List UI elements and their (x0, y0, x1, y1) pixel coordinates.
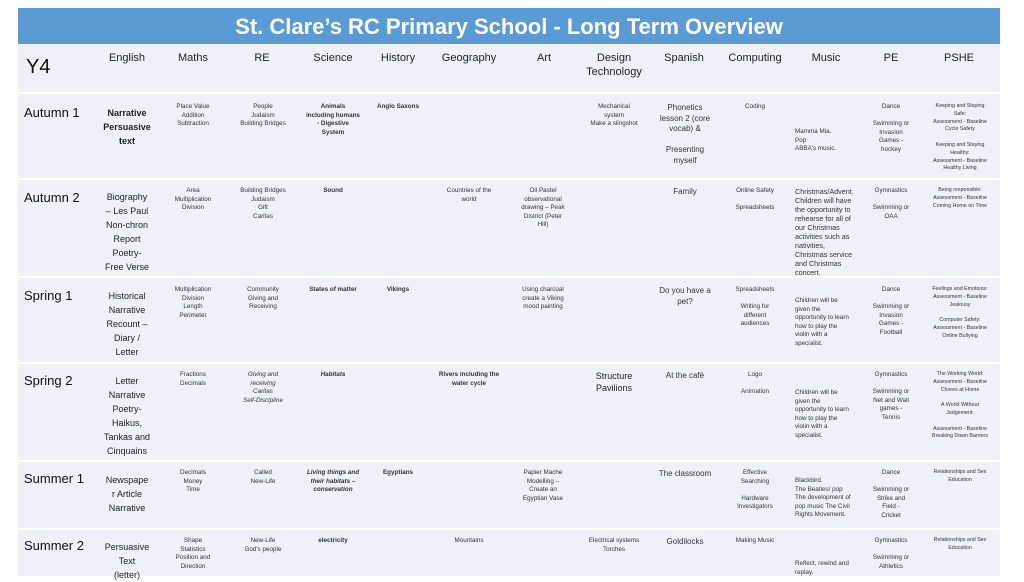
header-science: Science (313, 52, 353, 64)
cell-computing: Online Safety Spreadsheets (735, 187, 775, 212)
term-spring-1: Spring 1 (24, 288, 73, 303)
header-pe: PE (883, 52, 899, 64)
cell-computing: Coding (745, 103, 765, 110)
cell-science: States of matter (309, 286, 357, 293)
cell-computing: Logo Animation (740, 371, 769, 396)
cell-pe: Dance Swimming or Invasion Games - hockey (872, 103, 910, 153)
cell-pshe: Relationships and Sex Education (933, 469, 987, 483)
header-design-technology: Design Technology (586, 52, 642, 78)
header-maths: Maths (178, 52, 208, 64)
cell-pshe: The Working World: Assessment - Baseline Chores at Home A World Without Judgement: Assessment - Baseline Breaking Down Barriers (932, 371, 988, 440)
cell-maths: Multiplication Division Length Perimeter (174, 286, 212, 319)
header-pshe: PSHE (944, 52, 974, 64)
term-summer-2: Summer 2 (24, 538, 84, 553)
header-re: RE (254, 52, 270, 64)
header-computing: Computing (728, 52, 782, 64)
cell-english: Newspape r Article Narrative (105, 475, 149, 513)
cell-art: Oil Pastel observational drawing – Peak District (Peter Hill) (521, 187, 565, 229)
cell-dt: Mechanical system Make a slingshot (590, 103, 638, 128)
cell-geography: Rivers including the water cycle (438, 371, 500, 387)
term-autumn-2: Autumn 2 (24, 190, 80, 205)
cell-history: Anglo Saxons (377, 103, 419, 110)
cell-spanish: Phonetics lesson 2 (core vocab) & Presenting myself (659, 103, 711, 165)
year-label: Y4 (26, 56, 51, 78)
cell-spanish: The classroom (658, 469, 712, 478)
cell-spanish: Goldilocks (666, 537, 704, 546)
cell-dt: Electrical systems Torches (588, 537, 640, 553)
cell-music: Mamma Mia. Pop ABBA's music. (795, 128, 837, 153)
cell-music: Christmas/Advent. Children will have the opportunity to rehearse for all of our Christmas activities such as nativities, Christmas service and Christmas concert. (795, 187, 854, 277)
cell-science: electricity (318, 537, 348, 544)
cell-pe: Dance Swimming or Invasion Games - Football (872, 286, 910, 336)
cell-pe: Gymnastics Swimming or Athletics (872, 537, 910, 570)
cell-music: Reflect, rewind and replay. (795, 560, 849, 576)
cell-computing: Making Music (735, 537, 775, 544)
cell-english: Letter Narrative Poetry- Haikus, Tankas and Cinquains (103, 376, 151, 456)
cell-maths: Area Multiplication Division (174, 187, 212, 212)
cell-maths: Shape Statistics Position and Direction (175, 537, 211, 570)
cell-geography: Mountains (454, 537, 484, 544)
cell-pe: Gymnastics Swimming or OAA (872, 187, 910, 220)
header-history: History (380, 52, 416, 64)
cell-pshe: Relationships and Sex Education (933, 537, 987, 551)
cell-re: Community Giving and Receiving (247, 286, 279, 311)
cell-history: Egyptians (382, 469, 414, 476)
cell-maths: Place Value Addition Subtraction (176, 103, 210, 128)
cell-re: People Judaism Building Bridges (240, 103, 286, 128)
cell-geography: Countries of the world (446, 187, 492, 203)
cell-dt: Structure Pavilions (595, 371, 633, 393)
cell-music: Children will be given the opportunity to learn how to play the violin with a specialist. (795, 389, 849, 439)
cell-re: Building Bridges Judaism Gift Caritas (240, 187, 286, 220)
cell-pshe: Feelings and Emotions: Assessment - Baseline Jealousy Computer Safety: Assessment - Baseline Online Bullying (932, 286, 988, 339)
header-geography: Geography (441, 52, 497, 64)
cell-maths: Fractions Decimals (180, 371, 206, 387)
cell-re: Called New-Life (250, 469, 276, 485)
header-art: Art (536, 52, 552, 64)
cell-art: Using charcoal create a Viking mood painting (522, 286, 564, 311)
cell-pshe: Keeping and Staying Safe: Assessment - Baseline Cycle Safety Keeping and Staying Healthy: Assessment - Baseline Healthy Living (933, 103, 987, 172)
cell-music: Children will be given the opportunity to learn how to play the violin with a specialist. (795, 297, 849, 347)
cell-spanish: At the café (665, 371, 705, 380)
cell-spanish: Family (673, 187, 697, 196)
cell-pe: Dance Swimming or Strike and Field - Cricket (872, 469, 910, 519)
cell-spanish: Do you have a pet? (659, 286, 711, 306)
cell-music: Blackbird. The Beatles/ pop The development of pop music The Civil Rights Movement. (795, 477, 851, 519)
cell-science: Sound (323, 187, 343, 194)
cell-re: New-Life God's people (244, 537, 282, 553)
header-english: English (108, 52, 146, 64)
cell-english: Narrative Persuasive text (103, 108, 151, 146)
cell-english: Persuasive Text (letter) (104, 542, 150, 580)
cell-computing: Effective Searching Hardware Investigators (737, 469, 773, 511)
cell-pshe: Being responsible: Assessment - Baseline Coming Home on Time (932, 187, 988, 209)
cell-science: Living things and their habitats – conservation (306, 469, 360, 494)
header-spanish: Spanish (664, 52, 704, 64)
header-music: Music (811, 52, 841, 64)
cell-re: Giving and receiving Caritas Self-Discipline (243, 371, 283, 404)
page-title: St. Clare’s RC Primary School - Long Term Overview (18, 8, 1000, 45)
cell-english: Biography – Les Paul Non-chron Report Poetry- Free Verse (104, 192, 150, 272)
term-summer-1: Summer 1 (24, 471, 84, 486)
term-autumn-1: Autumn 1 (24, 105, 80, 120)
cell-art: Papier Mache Modelling – Create an Egyptian Vase (522, 469, 564, 502)
cell-science: Habitats (320, 371, 346, 378)
cell-history: Vikings (386, 286, 410, 293)
cell-computing: Spreadsheets Writing for different audiences (735, 286, 775, 328)
cell-maths: Decimals Money Time (180, 469, 206, 494)
cell-pe: Gymnastics Swimming or Net and Wall games - Tennis (872, 371, 910, 421)
cell-science: Animals including humans - Digestive System (306, 103, 360, 136)
cell-english: Historical Narrative Recount – Diary / Letter (106, 291, 148, 357)
term-spring-2: Spring 2 (24, 373, 73, 388)
